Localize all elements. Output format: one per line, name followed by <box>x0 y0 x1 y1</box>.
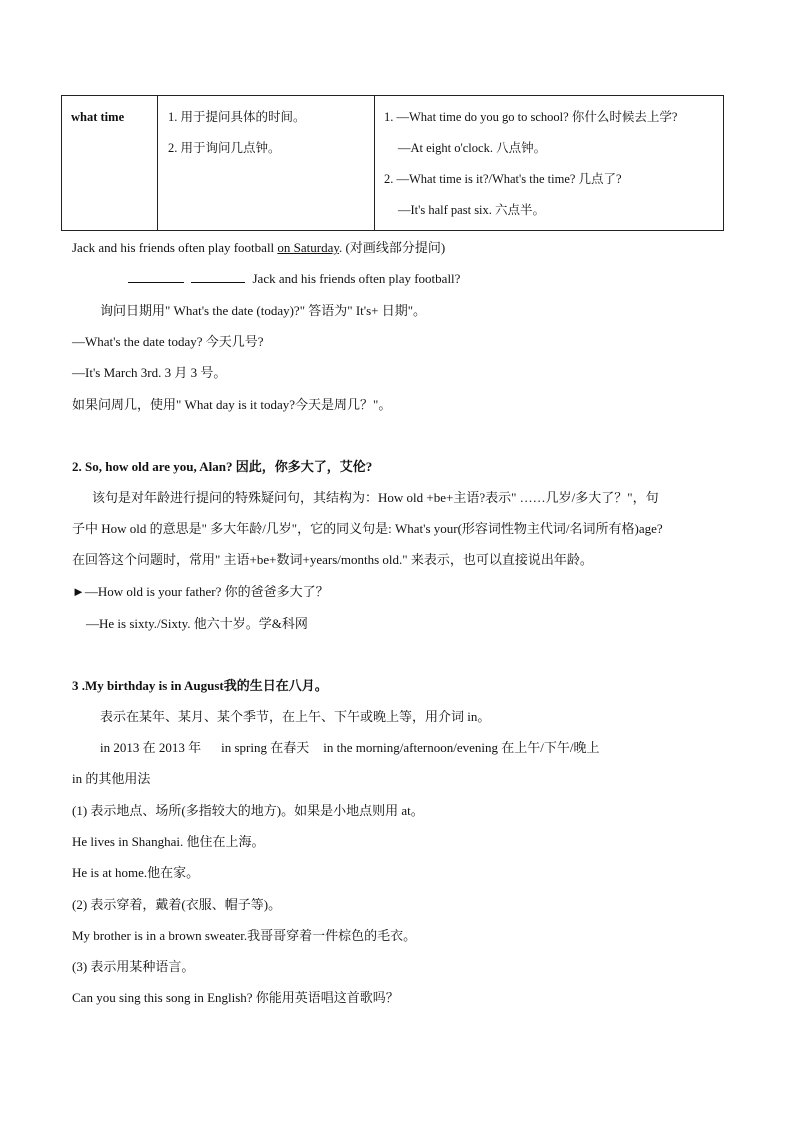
example-line: He lives in Shanghai. 他住在上海。 <box>72 834 265 849</box>
paragraph-line: 表示在某年、某月、某个季节，在上午、下午或晚上等，用介词 in。 <box>100 709 491 724</box>
date-answer: —It's March 3rd. 3 月 3 号。 <box>72 365 227 380</box>
section-heading: 2. So, how old are you, Alan? 因此，你多大了，艾伦? <box>72 459 373 474</box>
day-rule: 如果问周几，使用" What day is it today?今天是周几？"。 <box>72 397 392 412</box>
usage-item: (1) 表示地点、场所(多指较大的地方)。如果是小地点则用 at。 <box>72 803 424 818</box>
example-line: Can you sing this song in English? 你能用英语唱这首歌吗？ <box>72 990 399 1005</box>
underlined-part: on Saturday <box>277 240 340 255</box>
usage-item: (3) 表示用某种语言。 <box>72 959 195 974</box>
subheading: in 的其他用法 <box>72 771 151 786</box>
answer-blank[interactable] <box>128 270 184 283</box>
term-cell: what time <box>62 96 158 231</box>
date-question: —What's the date today? 今天几号? <box>72 334 264 349</box>
example-row: in 2013 在 2013 年 in spring 在春天 in the morning/afternoon/evening 在上午/下午/晚上 <box>100 740 600 755</box>
usage-line: 1. 用于提问具体的时间。 <box>168 110 306 124</box>
paragraph-line: 子中 How old 的意思是" 多大年龄/几岁"，它的同义句是: What's your(形容词性物主代词/名词所有格)age? <box>72 521 663 536</box>
usage-line: 2. 用于询问几点钟。 <box>168 141 281 155</box>
example-line: He is at home.他在家。 <box>72 865 200 880</box>
date-rule: 询问日期用" What's the date (today)?" 答语为" It's+ 日期"。 <box>100 303 427 318</box>
example-line: ►—How old is your father? 你的爸爸多大了？ <box>72 584 329 599</box>
example-cell <box>375 96 724 231</box>
exercise-answer: Jack and his friends often play football? <box>128 270 460 288</box>
usage-item: (2) 表示穿着，戴着(衣服、帽子等)。 <box>72 897 282 912</box>
example-line: 2. —What time is it?/What's the time? 几点了? <box>384 172 622 186</box>
example-line: —At eight o'clock. 八点钟。 <box>398 141 547 155</box>
example-line: —It's half past six. 六点半。 <box>398 203 546 217</box>
paragraph-line: 该句是对年龄进行提问的特殊疑问句，其结构为：How old +be+主语?表示" ……几岁/多大了？"，句 <box>92 490 659 505</box>
example-line: My brother is in a brown sweater.我哥哥穿着一件棕色的毛衣。 <box>72 928 417 943</box>
exercise-sentence: Jack and his friends often play football on Saturday. (对画线部分提问) <box>72 240 446 255</box>
example-line: 1. —What time do you go to school? 你什么时候去上学? <box>384 110 678 124</box>
usage-cell <box>158 96 375 231</box>
example-line: —He is sixty./Sixty. 他六十岁。学&科网 <box>86 616 308 631</box>
section-heading: 3 .My birthday is in August我的生日在八月。 <box>72 678 328 693</box>
table-row <box>62 96 724 231</box>
paragraph-line: 在回答这个问题时，常用" 主语+be+数词+years/months old." 来表示，也可以直接说出年龄。 <box>72 552 593 567</box>
grammar-table <box>61 95 724 231</box>
answer-blank[interactable] <box>191 270 245 283</box>
